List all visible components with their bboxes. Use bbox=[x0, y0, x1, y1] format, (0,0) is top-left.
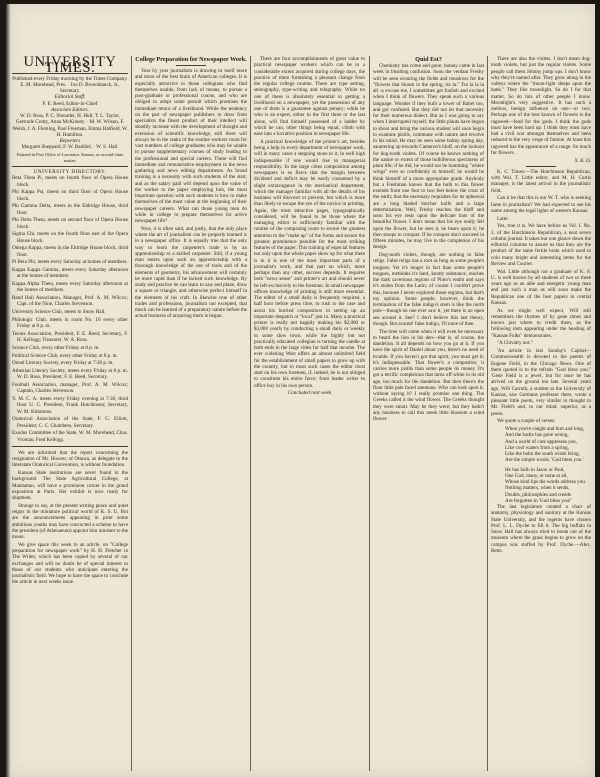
quid-signature: X. K. O. bbox=[574, 157, 591, 164]
editorial-heading: Editorial Staff. bbox=[54, 94, 86, 101]
column-1 bbox=[12, 4, 128, 777]
directory-entry: Political Science Club, every other Friday at 8 p. m. bbox=[12, 352, 118, 359]
poem-line: Are the simple words, 'God bless you.' bbox=[505, 457, 584, 464]
article-body bbox=[135, 68, 247, 320]
column-5-paragraph: Wal. Little although not a graduate of K. S. U. is well known by all students of two or three years ago as an able and energetic young man and just such a man as will soon make the Republican one of the best papers in central Kansas. bbox=[491, 268, 591, 306]
reporters: Margaret Sheppard, F. W. Baddiel, · W. S. Hall. bbox=[21, 144, 119, 151]
associate-editors: W. D. Ross, P. C. Shroader, H. Hull, T. L. Taylor, Gertrude Crotty, Anna McKinney. · M. W. Wilson, F. Welsh, J. A. Fleming, Paul Freeman, Emma Hatfield, W. H. Hamilton. bbox=[12, 113, 128, 138]
column-rule-1 bbox=[131, 56, 132, 771]
column-5-paragraph: "A Chivalry not." bbox=[497, 340, 533, 347]
column-5-paragraph: 'An article in last Sunday's Capital—Commonwealth is devoted to the poems of Eugene Field, in the Chicago News. One of them quoted is to the refrain "God bless you." 'Gene Field is a jewel, but for once he has arrived on the ground too late. Several years ago, Will Carruth, a student at the University of Kansas, saw Germans professor there, wrote a pleasant little poem, very similar in thought to Mr. Field's and, to our mind, superior, as a poem. bbox=[491, 348, 591, 417]
article-paragraph: A practical knowledge of the printer's art, besides being a help in every department of newspaper work, will in many cases a stepping stone to it, in well high indispensable if one would rise to managerial responsibility. In the large cities composition among newspapers is so fierce that the margin between dividend and deficit may be easily consumed by a slight extravagance in the mechanical department, which the manager familiar with all the details of his business will discover or prevent, but which is more than likely to escape the eye of the novice in printing. Again, the most attractive pages, typographically considered, will be found to be those where the managing editor is sufficiently familiar with the routine of the composing room to secure the greatest attention to the "make up" of the forms and secure the greatest prominence possible for the most striking features of the paper. This training of especial features not only upon the whole paper show up for what there is in it is one of the most important parts of a journalist's work, and that part on which, more perhaps than any other, success depends. It requires both "news sense" and printer's art and should never be left exclusively to the foreman. In small newspaper offices knowledge of printing is still more essential. The editor of a small daily is frequently required, a half hour before press time, to rush to the case and assist his hurried compositors in setting up an important despatch or "local" just in. Many a practical printer is really not happily making his $2,000 or $3,000 yearly by conducting a small daily or weekly in some slow town, while the highly but not practically educated collegian is turning the candle at both ends in the large cities for half that income. The ever widening West offers an almost unlimited field for the establishment of small papers to grow up with the country, but in most such cases the editor must start on his own foremen, if, indeed, he is not obliged to constitute his entire force, from leader writer to office boy in his own person. bbox=[254, 138, 365, 389]
closing-text: The last legislature created a chair of anatomy, physiology and sanitary at the Kansas State University, and the regents have chosen Prof. L. L. Dyche to fill it. The big buffalo in Snow Hall has always tried to break out of the museum where the grass begins to grow on the campus was stuffed by Prof. Dyche.—Alex. Betts. bbox=[491, 504, 591, 554]
column-rule-2 bbox=[250, 56, 251, 771]
reporters-heading: Reporters bbox=[59, 138, 81, 144]
directory-entry: Philologic Club, meets in room No. 10 every other Friday at 8 p. m. bbox=[12, 316, 128, 329]
directory-title: UNIVERSITY DIRECTORY. bbox=[33, 169, 107, 175]
quid-paragraph: Dog-tooth violets, though, are nothing to false religs. False religs has a root as long as some people's tongues. Yet it's longer in fact than some people's tongues, methinks it's hard, knotty substance, reaches the dark cavernous regions of Pluto's realm and says it's stolen from the Latin; of course I couldn't prove this, because I never explored those regions, but that's my opinion. Some people, however, think the termination of the false indigo's stem is like the north pole—though no one ever saw it, yet there is no open sea around it. See? I don't believe this last theory, though. But avaunt! false indigo, I'll none of thee. bbox=[373, 252, 484, 327]
headline-rule bbox=[176, 65, 206, 66]
quid-paragraph: There are also the violets. I don't mean dog-tooth violets, but just the regular violets. Some people call them Johnny jump ups. I don't know why they're named after. They grow along in the valleys where the "moon-light sleeps upon the bank." They like moonlight. So do I for that matter. So do lots of other people I know. Moonlight's very suggestive. It has such a mellow, benign influence on one—or two. Perhaps one of the best known of flowers is the ragweed—food for the gods. I think the gods must have been hard up. I think they must have had a civil war amongst themselves and been reduced to the very verge of famine. At least this ragweed has the appearance of a range. So much for flowers. bbox=[491, 56, 591, 156]
column-1-body bbox=[12, 450, 128, 586]
column-5-paragraph: Yes, true it is. We have before us Vol. I. No. 2, of the Hutchinson Republican, a neat seven column journal. It takes but one glance down the editorial columns to assure us that they are the product of the same fertile brain which used to coin many bright and interesting items for the Review and Courier. bbox=[491, 223, 591, 267]
column-5-paragraph: K. C. Times:—The Hutchinson Republican, with Wal. T. Little editor, and M. H. Curtis manager, is the latest arrival in the journalistic field. bbox=[491, 168, 591, 194]
page-binding-shadow bbox=[6, 4, 11, 777]
poem-line: Nothing matters, when it sends, bbox=[505, 485, 570, 492]
directory-entry: Oratorical Association of the State, F. G. Elliott, President; C. C. Chambers, Secretary. bbox=[12, 416, 128, 429]
directory-entry: Tennis Association, President, F. E. Reed; Secretary, F. H. Kellogg; Treasurer, W. A. Ross. bbox=[12, 330, 128, 343]
directory-entry: Exodus Committee of the State, W. M. Morehead, Chas. Vroman, Fred Kellogg. bbox=[12, 430, 128, 443]
poem-line: Are forgotten in 'God bless you!' bbox=[505, 497, 572, 504]
editor-in-chief: F. E. Reed, Editor-in-Chief bbox=[42, 100, 98, 107]
directory-entry: Football Association, manager, Prof. A. M. Wilcox; Captain, Charles Stevenson. bbox=[12, 382, 128, 395]
directory-entry: Omega Kappa, meets in the Eldridge House block, third floor. bbox=[12, 245, 128, 258]
masthead-title: UNIVERSITY TIMES. bbox=[23, 54, 117, 77]
directory-entry: Band Hall Association, Manager, Prof. A. M. Wilcox; Capt. of the Nine, Charles Stevenson. bbox=[12, 295, 128, 308]
directory-entry: Oread Literary Society, every Friday at 7:30 p. m. bbox=[12, 360, 114, 367]
article-headline: College Preparation for Newspaper Work. bbox=[135, 56, 247, 63]
column-5-paragraph: We quote a couple of verses: bbox=[497, 418, 556, 425]
poem bbox=[491, 426, 591, 504]
poem-line: One God, many, or none at all, bbox=[505, 472, 568, 479]
section-rule bbox=[526, 166, 556, 167]
entered-notice: Entered in Post Office of Lawrence, Kansas, as second-class matter. bbox=[16, 151, 124, 163]
poem-line: When you're caught and hurt and long, bbox=[505, 426, 585, 432]
directory-rule bbox=[12, 166, 128, 167]
article-continuation bbox=[254, 56, 365, 397]
quid-paragraph: The time will come when it will even be necessary to beard the lion in his den—that is, of course, the dandelion. It all depends on how you go at it. If you have the spirit of Daniel about you, there's no need of trouble. If you haven't got that spirit, you must get it; it's indispensable. That flower's a compositor; it carries more pistils than some people do money. It's got a terrific complexion that turns off white in its old age, too much for the dandelion. But then there's the flour little pale faced anemone. Who can look upon it, without saying it? I really promise one thing. The Greeks called it the wind flower. The Greeks thought they were smart. May be they were; but they hadn't any business to call this meek little blossom a wind flower. bbox=[373, 328, 484, 423]
business-staff: E. M. Morehead, Pres. · Jno D. Brownbanck, Jr., Secretary. bbox=[20, 81, 120, 94]
directory-entry: Y. M. C. A. meets every Friday evening at 7:30, third floor U. C. President, Frank Hutchinson; Secretary, W. M. Kimmons. bbox=[12, 396, 128, 415]
column-1-paragraph: Strange to say, at the present writing peace and quiet reigns in the miniature political world of K. S. U. But are the announcements appearing in print some ambitious youths may have concocted a scheme to have the president (of Athenaeum) appoint him minister to the moon. bbox=[12, 502, 128, 540]
directory-entry: Phi Delta Theta, meets on second floor of Opera House block. bbox=[12, 217, 128, 230]
article-paragraph: Year by year journalism is drawing to itself more and more of the best brain of American colleges. It is especially attractive to those collegians who find themselves unable, from lack of means, to pursue a post-graduate or professional course, and who are obliged to adopt some pursuit which promises the immediate return of a livelihood. While the tendency on the part of newspaper publishers to draw from specialists the finest product of their intellect will steadily increase with the development of thought and extension of scientific knowledge, still there will always be in the ranks of the routine workers room for vast numbers of college graduates who may be unable to pursue supplementary courses of study leading to the professional and special careers. These will find immediate and remunerative employment in the news gathering and news editing departments. As broad training is a necessity with such students of the start, and as the salary paid will depend upon the value of the worker to the paper employing him, the most important question with such students is how to make themselves of the most value at the beginning of their newspaper careers. What can those young men do while in college to prepare themselves for active newspaper life? bbox=[135, 68, 247, 225]
poem-line: Like cool waters from a spring, bbox=[505, 444, 569, 451]
quid-body bbox=[373, 63, 484, 422]
column-4 bbox=[373, 56, 484, 777]
concluded-note: Concluded next week bbox=[287, 390, 332, 397]
quid-continuation bbox=[491, 56, 591, 156]
newspaper-page bbox=[6, 4, 595, 777]
directory-list bbox=[12, 175, 128, 443]
directory-entry: Beta Theta Pi, meets on fourth floor of Opera House block. bbox=[12, 175, 128, 188]
quid-headline: Quid Est? bbox=[415, 56, 442, 63]
directory-entry: Phi Kappa Psi, meets on third floor of Opera House block. bbox=[12, 189, 128, 202]
directory-entry: Kappa Kappa Gamma, meets every Saturday afternoon at the homes of members. bbox=[12, 267, 128, 280]
poem-line: Doubts, philosophies and creeds bbox=[505, 491, 571, 498]
poem-line: Whose kind lips the words address you bbox=[505, 479, 585, 485]
column-5 bbox=[491, 56, 591, 777]
directory-entry: Sigma Chi, meets on the fourth floor east of the Opera House block. bbox=[12, 231, 128, 244]
column-rule-3 bbox=[369, 56, 370, 771]
directory-entry: Pi Beta Phi, meets every Saturday at homes of members. bbox=[12, 259, 128, 266]
column-5-paragraph: As we might well expect, Will still remembers the rhymes of by gone times and knows just where to credit them, as the following item appearing under the heading of "Kansas Folks" demonstrates. bbox=[491, 307, 591, 339]
associate-heading: Associate Editors. bbox=[51, 106, 89, 113]
column-5-paragraph: Later. bbox=[497, 215, 509, 222]
column-3 bbox=[254, 56, 365, 777]
article-paragraph: There are four accomplishments of great value to practical newspaper workers which can be to a considerable extent acquired during college days, the practice of them furnishing a pleasant change from the regular college routine. These are type setting, stenography, type-writing and telegraphy. While no one of these is absolutely essential to getting a livelihood on a newspaper, yet the possession of any one of them is a guarantee against penury; while he who is an expert, either in the first three or the last alone, will find himself possessed of a ladder by which he can, other things being equal, climb with ease into a lucrative position in newspaper life. bbox=[254, 56, 365, 137]
column-1-paragraph: We are informed that the report concerning the resignation of Mr. Hoover, of Ottawa, as delegate to the Interstate Oratorical Convention, is without foundation. bbox=[12, 449, 128, 469]
directory-entry: University Science Club, meets in Snow Hall. bbox=[12, 309, 106, 315]
directory-entry: Athenian Literary Society, meets every Friday at 8 p. m. W. D. Ross, President; F. E. Reed, Secretary. bbox=[12, 368, 128, 381]
directory-entry: Kappa Alpha Theta, meets every Saturday afternoon at the homes of members. bbox=[12, 281, 128, 294]
directory-entry: Phi Gamma Delta, meets in the Eldridge House, third floor. bbox=[12, 203, 128, 216]
column-5-paragraph: Can it be that this is our W. T. who is seeking fame in journalism? We had expected to see his name among the legal lights of western Kansas. bbox=[491, 195, 591, 214]
poem-line: Like the balm the south winds bring, bbox=[505, 451, 580, 457]
column-1-rule bbox=[12, 446, 128, 447]
publisher-line: Published every Friday morning by the Times Company. bbox=[12, 75, 128, 82]
poem-line: And the battle has gone wrong, bbox=[505, 432, 569, 439]
poem-line: He has faith in Jason or Paul, bbox=[505, 466, 565, 473]
column-1-paragraph: We give space this week to an article, on "College preparation for newspaper work" by H. H. Fletcher in The Writer, which has been copied by several of our exchanges and will no doubt be of special interest to those of our students who anticipate entering the journalistic field. We hope to have the space to conclude the article in next weeks issue. bbox=[12, 541, 128, 586]
quid-paragraph: Chemistry has come and gone; botany came in last week in blushing confusion. Soon the verdant Freshy will be seen scouring the fields and meadows for the "flowers that bloom in the spring, tra la." Tra la la la all -a excuse me, I sometimes get foolish and excited when I think of flowers. They speak such a various language. Wonder if they built a tower of Babel too, and got confused. But they did not let that necessity for their numerous dialect. But as I was going to say when I interrupted myself, the little plants have begun to shoot and bring the various student will soon begin to examine pistils, commune with nature and revolve in his mind. He may be seen some balmy spring day, sauntering up towards Cameron's bluff, on the lookout for dog-tooth violets. Of course he knows nothing of the nature or extent of those bulbiferous specimens of plant life; if he did, he would not be humming "where wings" ever so confidently to himself; he would be think himself of a more appropriate grade. Anybody but a Freshman knows that the bulb to this flower extends from one foot to two feet below the crust of the earth; that the necessary requisites for its upheaval are a long bladed butcher knife and a large determination. Well, Freshy reaches the bluff and soon his eye rests upon the delicate tints of the beautiful flower. I don't mean that his eye really fell upon the flower, but he sees it, he bears upon it; he then stoops to conquer. If he conquer don't succeed in fifteen minutes, he may live to the completion of his design. bbox=[373, 63, 484, 251]
article-paragraph: Now, it is often said, and justly, that the only place where the art of journalism can be properly learned is in a newspaper office. It is equally true that the only way to learn the carpenter's trade is by an apprenticeship to a skilled carpenter. Still, if a young man enters upon such an apprenticeship with a thorough knowledge of the use of tools and of the elements of geometry, his advancement will certainly be more rapid than if he lacked such knowledge. By study and practice he can learn to saw and plane, draw a square or triangle, and otherwise perfect himself in the elements of his craft. In likewise true of other trades and professions, journalism not excepted, that much can be learned of a preparatory nature before the actual business of acquiring them is begun. bbox=[135, 225, 247, 320]
poem-line: And a world of care oppresses you, bbox=[505, 438, 577, 445]
column-2 bbox=[135, 56, 247, 777]
column-rule-4 bbox=[487, 56, 488, 771]
column-1-paragraph: Kansas State institutions are never found in the background. The State Agricultural College, at Manhattan, will have a prominent corner in the grand exposition at Paris. Her exhibit is now ready for shipment. bbox=[12, 470, 128, 501]
directory-entry: Science Club, every other Friday at 8 p. m. bbox=[12, 344, 100, 351]
column-5-body bbox=[491, 169, 591, 425]
closing-paragraph bbox=[491, 504, 591, 554]
